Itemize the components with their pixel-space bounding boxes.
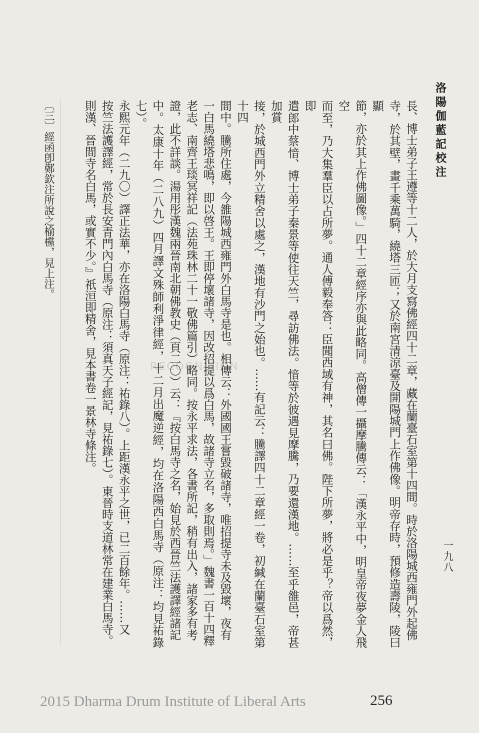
- footer-page-number: 256: [370, 693, 393, 709]
- footnote: 〔三〕經函卽鄭欽注所說之榆欓，見上注。: [43, 100, 55, 300]
- running-header-page-number: 一九八: [441, 540, 452, 573]
- text-column: 按竺法護譯經，常於長安青門內白馬寺（原注：須真天子經記，見祐錄七）。東晉時支道林常在建業白馬寺。: [100, 100, 115, 647]
- text-column: 一白馬繞塔悲鳴，即以啓王。王即停壞諸寺，因改招提以爲白馬，故諸寺立名，多取則焉。」魏書一百十四釋: [202, 100, 217, 647]
- text-column: 中。太康十年（二八九）四月譯文殊師利淨律經，十二月出魔逆經，均在洛陽西白馬寺（原注：均見祐錄七）。: [134, 100, 166, 648]
- text-column: 寺，於其壁，畫千乘萬騎，繞塔三匝；又於南宮清涼臺及開陽城門上作佛像。明帝存時，預修造壽陵，陵曰顯: [371, 100, 403, 648]
- text-column: 而至，乃大集羣臣以占所夢。通人傅毅奉答：臣聞西域有神，其名曰佛。陛下所夢，將必是乎？帝以爲然，即: [303, 100, 335, 648]
- text-column: 遣郎中蔡愔、博士弟子秦景等使往天竺，尋訪佛法。愔等於彼遇見摩騰，乃要還漢地。……至乎雒邑，帝甚加賞: [269, 100, 301, 648]
- scan-watermark: RECOGNITION: [150, 360, 239, 373]
- text-column: 則漢、晉間寺名白馬，或實不少。』祇洹即精舍，見本書卷一景林寺條注。: [83, 100, 98, 474]
- running-header-title: 洛陽伽藍記校注: [434, 82, 447, 180]
- text-column: 永熙元年（二九〇）譯正法華，亦在洛陽白馬寺（原注：祐錄八）。上距漢永平之世，已二百餘年。……又: [117, 100, 132, 635]
- footer-watermark: 2015 Dharma Drum Institute of Liberal Arts: [40, 694, 306, 710]
- text-column: 證，此不詳談。湯用彤漢魏兩晉南北朝佛教史（頁二〇）云：『按白馬寺之名，始見於西晉竺法護譯經諸記: [168, 100, 183, 641]
- text-column: 長、博士弟子王遵等十二人，於大月支寫佛經四十二章，藏在蘭臺石室第十四間。時於洛陽城西雍門外起佛: [405, 100, 419, 641]
- text-column: 節，亦於其上作佛圖像。」四十二章經序亦與此略同。高僧傳一攝摩騰傳云：「漢永平中，明皇帝夜夢金人飛空: [337, 100, 369, 648]
- text-column: 間中。騰所住處，今雒陽城西雍門外白馬寺是也。相傳云：外國國王嘗毀破諸寺，唯招提寺未及毀壞，夜有: [219, 100, 234, 641]
- body-text: [18, 100, 420, 648]
- text-column: 老志、南齊王琰冥祥記（法苑珠林二十一敬佛篇引）略同。按永平求法，各書所記，稍有出入，諸家多有考: [185, 100, 200, 641]
- text-column: 接，於城西門外立精舍以處之，漢地有沙門之始也。……有記云：騰譯四十二章經一卷，初緘在蘭臺石室第十四: [235, 100, 267, 648]
